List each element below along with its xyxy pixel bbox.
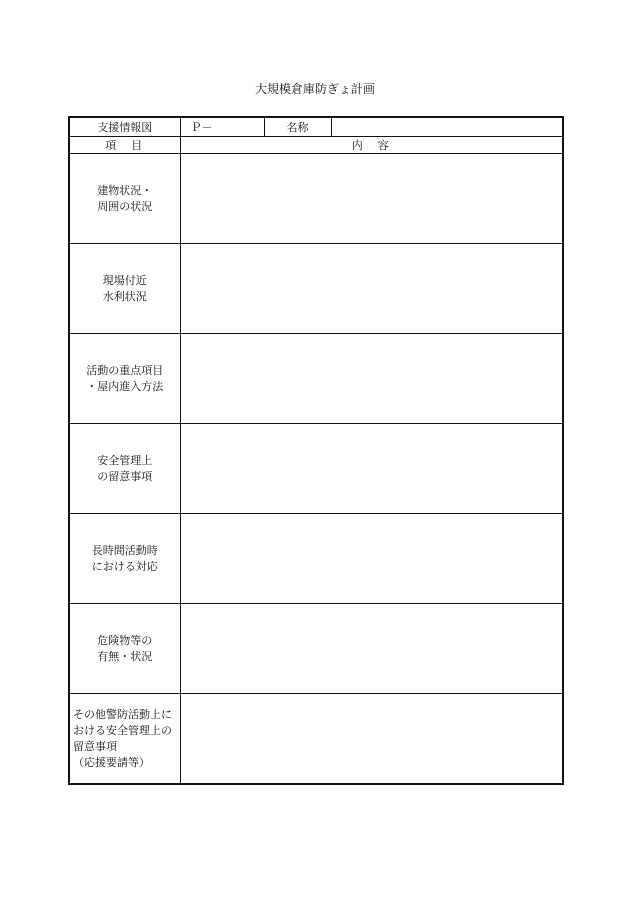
item-column-header: 項 目 [69, 137, 180, 154]
row-label [69, 604, 180, 694]
row-content-field[interactable] [180, 154, 563, 244]
table-row [69, 154, 563, 244]
table-row [69, 424, 563, 514]
row-label-line: 建物状況・ [97, 183, 153, 197]
row-label-line: 水利状況 [102, 289, 147, 303]
name-label: 名称 [264, 117, 331, 137]
table-row [69, 334, 563, 424]
row-label-line: 現場付近 [102, 273, 147, 287]
table-row [69, 604, 563, 694]
row-label-line: ・屋内進入方法 [86, 379, 164, 393]
table-row [69, 514, 563, 604]
row-label-line: おける安全管理上の [73, 723, 172, 737]
row-label-line: における対応 [91, 559, 158, 573]
support-map-value[interactable]: Ｐ－ [180, 117, 264, 137]
row-label-line: 活動の重点項目 [86, 363, 164, 377]
row-content-field[interactable] [180, 334, 563, 424]
row-label-line: 周囲の状況 [97, 199, 153, 213]
row-label [69, 154, 180, 244]
document-title: 大規模倉庫防ぎょ計画 [254, 82, 375, 96]
table-row [69, 244, 563, 334]
row-label [69, 424, 180, 514]
support-map-label: 支援情報図 [69, 117, 180, 137]
content-column-header: 内 容 [180, 137, 563, 154]
header-row [69, 117, 563, 137]
row-label [69, 694, 180, 785]
row-label-line: その他警防活動上に [73, 707, 172, 721]
row-content-field[interactable] [180, 424, 563, 514]
row-label-line: の留意事項 [97, 469, 153, 483]
row-content-field[interactable] [180, 514, 563, 604]
table-row [69, 694, 563, 785]
row-label-line: 留意事項 [73, 739, 117, 753]
row-label [69, 514, 180, 604]
row-content-field[interactable] [180, 604, 563, 694]
row-label-line: 安全管理上 [97, 453, 153, 467]
row-content-field[interactable] [180, 694, 563, 785]
row-label-line: 有無・状況 [97, 649, 153, 663]
row-label-line: 危険物等の [97, 633, 153, 647]
row-label [69, 334, 180, 424]
row-label [69, 244, 180, 334]
row-label-line: 長時間活動時 [91, 543, 158, 557]
row-content-field[interactable] [180, 244, 563, 334]
plan-form-table [68, 116, 564, 785]
row-label-line: （応援要請等） [73, 755, 150, 769]
name-value[interactable] [331, 117, 563, 137]
column-header-row [69, 137, 563, 154]
